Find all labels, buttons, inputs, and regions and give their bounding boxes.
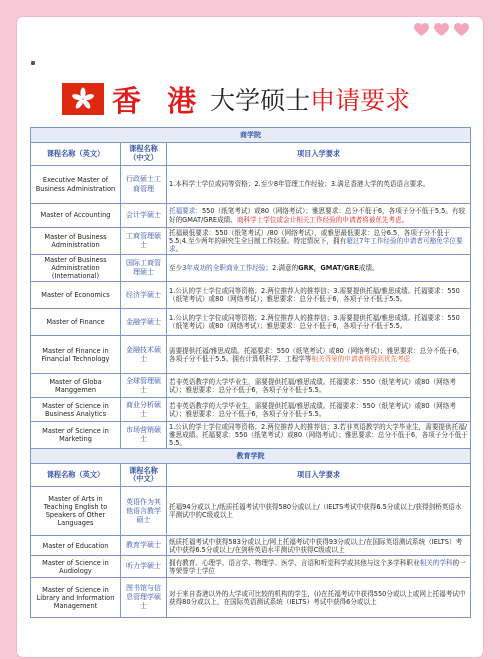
program-english: Master of Education: [31, 536, 121, 556]
requirement-text: 超过7年工作经验的申请者可豁免学位要求: [169, 237, 463, 254]
requirement-text: 1.公认的学士学位或同等资格；2.两位推荐人的推荐信；3.需要提供托福/雅思成绩。托福要求：550（纸笔考试）或80（网络考试）；雅思要求：总分不低于6，各项子分不低于5.5。: [169, 287, 460, 304]
program-english: Master of Finance in Financial Technology: [31, 336, 121, 374]
table-row: [31, 422, 471, 449]
program-chinese: 行政硕士工商管理: [121, 166, 167, 204]
program-requirements: [167, 166, 471, 204]
program-chinese: 金融学硕士: [121, 309, 167, 336]
title-university-master: [210, 81, 260, 117]
heart-decoration: [414, 23, 469, 37]
program-english: Master of Finance: [31, 309, 121, 336]
table-row: [31, 309, 471, 336]
column-header-row: [31, 464, 471, 487]
program-chinese: 英语作为其他语言教学硕士: [121, 487, 167, 536]
program-requirements: [167, 487, 471, 536]
program-requirements: [167, 255, 471, 282]
dot-icon: [31, 61, 35, 65]
requirement-text: 若非英语教学的大学毕业生，需要提供托福/雅思成绩。托福要求：550（纸笔考试）或80（网络考试）；雅思要求：总分不低于6，各项子分不低于5.5。: [169, 377, 456, 394]
program-english: Master of Science in Audiology: [31, 556, 121, 578]
heart-icon: [414, 23, 429, 37]
program-chinese: 国际工商管理硕士: [121, 255, 167, 282]
requirement-text: 需要提供托福/雅思成绩。托福要求：550（纸笔考试）或80（网络考试）；雅思要求：总分不低于6，各项子分不低于5.5。拥有计算机科学、工程学等: [169, 346, 464, 363]
program-requirements: [167, 228, 471, 255]
table-row: [31, 255, 471, 282]
table-row: [31, 487, 471, 536]
page-title: [62, 77, 410, 121]
program-english: Master of Science in Marketing: [31, 422, 121, 449]
column-header: 课程名称（英文）: [31, 464, 121, 487]
program-chinese: 商业分析硕士: [121, 398, 167, 422]
program-english: Master of Business Administration: [31, 228, 121, 255]
requirement-text: 托福最低要求：550（纸笔考试）/80（网络考试），或雅思最低要求：总分6.5，各项子分不低于5.5;4.至少两年的研究生全日制工作经验。特定情况下，拥有: [169, 229, 450, 246]
requirement-text: ；2.满意的: [265, 264, 299, 273]
title-requirements: 申请要求: [310, 86, 411, 115]
program-requirements: [167, 204, 471, 228]
table-row: [31, 166, 471, 204]
program-requirements: [167, 336, 471, 374]
program-chinese: 图书馆与信息管理学硕士: [121, 578, 167, 618]
table-row: [31, 578, 471, 618]
column-header-row: [31, 143, 471, 166]
requirement-text: 拥有教育、心理学、语言学、物理学、医学、言语和听觉科学或其他与这个多学科职业: [169, 558, 420, 567]
requirement-text: ：550（纸笔考试）或80（网络考试）；雅思要求：总分不低于6，各项子分不低于5.5。有较好的GMAT/GRE成绩、: [169, 207, 466, 224]
hong-kong-flag-icon: [62, 83, 104, 115]
program-requirements: [167, 578, 471, 618]
table-row: [31, 536, 471, 556]
program-english: Master of Science in Library and Information Management: [31, 578, 121, 618]
requirement-text: GRK，GMAT/GRE: [298, 264, 359, 273]
program-chinese: 教育学硕士: [121, 536, 167, 556]
column-header: 项目入学要求: [167, 464, 471, 487]
table-row: [31, 336, 471, 374]
title-hongkong: 香 港: [112, 83, 205, 118]
table-row: [31, 204, 471, 228]
requirement-text: 至少: [169, 264, 183, 273]
program-requirements: [167, 374, 471, 398]
program-english: Master of Business Administration (International): [31, 255, 121, 282]
requirement-text: 成绩。: [358, 264, 379, 273]
requirement-text: 1.本科学士学位或同等资格；2.至少8年管理工作经验；3.满足香港大学的英语语言要求。: [169, 180, 430, 189]
column-header: 课程名称（中文）: [121, 143, 167, 166]
table-row: [31, 398, 471, 422]
requirement-text: 商科学士学位或会计相关工作经验的申请者将被优先考虑。: [236, 215, 409, 224]
program-chinese: 听力学硕士: [121, 556, 167, 578]
requirement-text: 的一等荣誉学士学位: [169, 558, 466, 575]
requirement-text: 相关的学科: [419, 558, 453, 567]
requirement-text: 托福94分或以上/纸质托福考试中获得580分或以上/（IELTS考试中获得6.5分或以上/获得剑桥英语水平测试中的C级或以上: [169, 503, 462, 520]
requirement-text: 对于来自香港以外的大学或可比较的机构的学生，(i)在托福考试中获得550分或以上或网上托福考试中获得80分或以上，在国际英语测试系统（IELTS）考试中获得6分或以上: [169, 589, 466, 606]
program-chinese: 经济学硕士: [121, 282, 167, 309]
requirement-text: 若非英语教学的大学毕业生，需要提供托福/雅思成绩。托福要求：550（纸笔考试）或80（网络考试）；雅思要求：总分不低于6，各项子分不低于5.5。: [169, 401, 456, 418]
requirements-table: [30, 127, 471, 618]
program-chinese: 金融技术硕士: [121, 336, 167, 374]
poster-card: [17, 17, 483, 657]
column-header: 课程名称（中文）: [121, 464, 167, 487]
requirement-text: 相关背景的申请者将得到优先考虑: [311, 354, 411, 363]
requirement-text: 1.公认的学士学位或同等资格；2.两位推荐人的推荐信；3.需要提供托福/雅思成绩。托福要求：550（纸笔考试）或80（网络考试）；雅思要求：总分不低于6，各项子分不低于5.5。: [169, 314, 460, 331]
title-master: 硕士: [260, 86, 311, 115]
requirement-text: 纸质托福考试中获得583分或以上/网上托福考试中获得93分或以上/在国际英语测试系统（IELTS）考试中获得6.5分或以上/在剑桥英语水平测试中获得C级或以上: [169, 537, 463, 554]
program-requirements: [167, 309, 471, 336]
program-requirements: [167, 556, 471, 578]
program-requirements: [167, 422, 471, 449]
program-english: Master of Globa Manggemen: [31, 374, 121, 398]
section-title: 教育学院: [31, 449, 471, 464]
section-title-row: [31, 449, 471, 464]
program-english: Master of Economics: [31, 282, 121, 309]
program-requirements: [167, 536, 471, 556]
requirement-text: 3年成功的全职商业工作经验: [182, 264, 266, 273]
requirement-text: 。: [175, 245, 183, 254]
program-chinese: 工商管理硕士: [121, 228, 167, 255]
table-row: [31, 556, 471, 578]
requirement-text: 托福要求: [169, 207, 196, 216]
column-header: 项目入学要求: [167, 143, 471, 166]
table-row: [31, 282, 471, 309]
heart-icon: [434, 23, 449, 37]
heart-icon: [454, 23, 469, 37]
program-chinese: 全球管理硕士: [121, 374, 167, 398]
section-title: 商学院: [31, 128, 471, 143]
program-english: Executive Master of Business Administration: [31, 166, 121, 204]
program-requirements: [167, 398, 471, 422]
program-requirements: [167, 282, 471, 309]
title-university: 大学: [210, 86, 261, 115]
column-header: 课程名称（英文）: [31, 143, 121, 166]
program-chinese: 市场营销硕士: [121, 422, 167, 449]
program-chinese: 会计学硕士: [121, 204, 167, 228]
program-english: Master of Science in Business Analytics: [31, 398, 121, 422]
program-english: Master of Arts in Teaching English to Speakers of Other Languages: [31, 487, 121, 536]
program-english: Master of Accounting: [31, 204, 121, 228]
table-row: [31, 228, 471, 255]
requirement-text: 1.公认的学士学位或同等资格；2.两位推荐人的推荐信；3.若非英语教学的大学毕业生，需要提供托福/雅思成绩。托福要求：550（纸笔考试）或80（网络考试）；雅思要求：总分不低于6，各项子分不低于5.5。: [169, 423, 468, 448]
table-row: [31, 374, 471, 398]
section-title-row: [31, 128, 471, 143]
